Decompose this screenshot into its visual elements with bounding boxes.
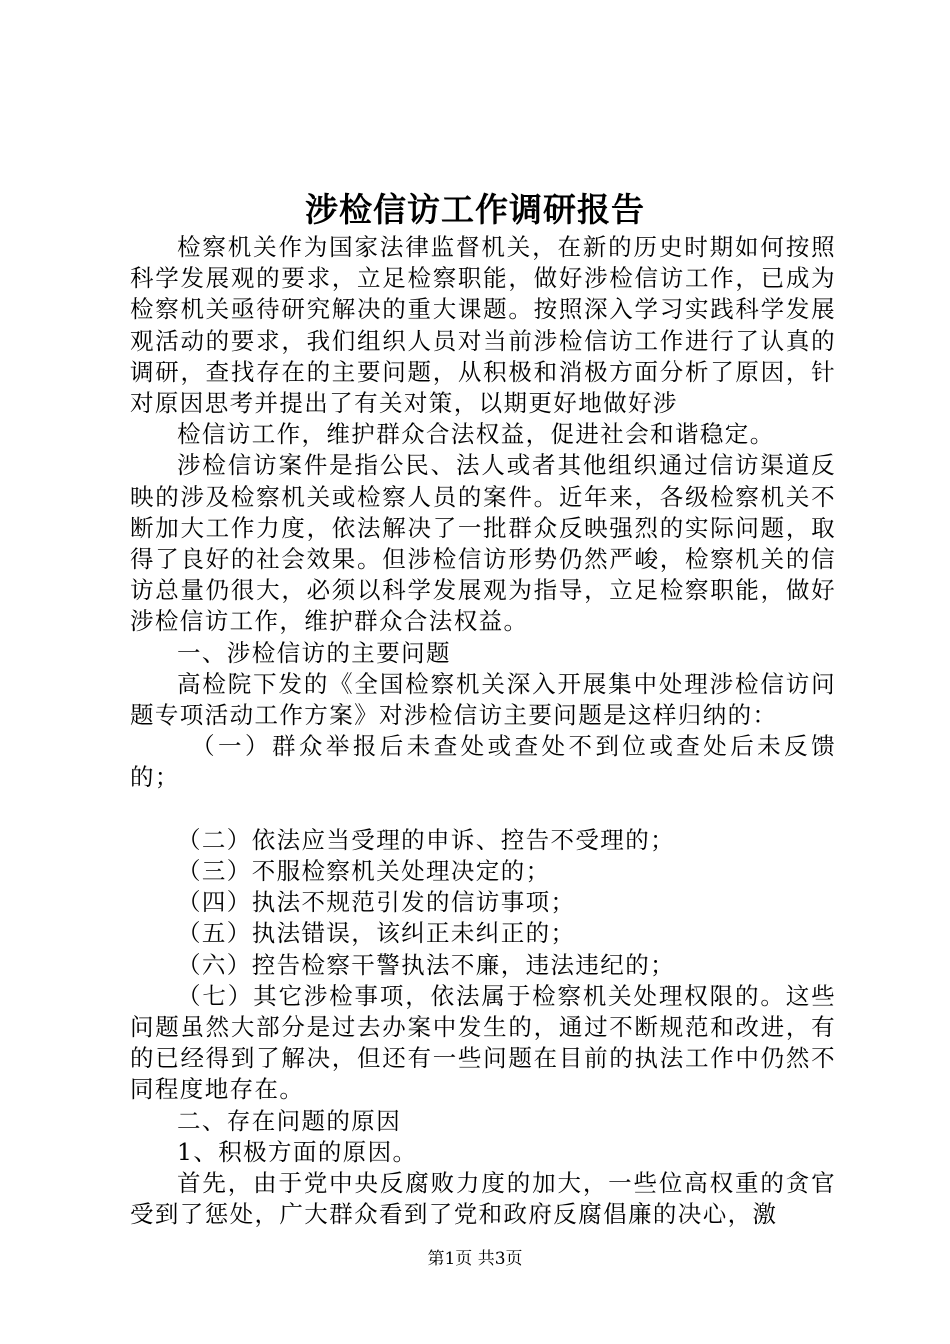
list-item-3: （三）不服检察机关处理决定的；: [177, 857, 551, 886]
paragraph-intro: 检察机关作为国家法律监督机关，在新的历史时期如何按照科学发展观的要求，立足检察职能，做好涉检信访工作，已成为检察机关亟待研究解决的重大课题。按照深入学习实践科学发展观活动的要求，我们组织人员对当前涉检信访工作进行了认真的调研，查找存在的主要问题，从积极和消极方面分析了原因，针对原因思考并提出了有关对策，以期更好地做好涉: [130, 233, 836, 418]
blank-line: [130, 794, 836, 825]
list-item-1: （一）群众举报后未查处或查处不到位或查处后未反馈的；: [130, 732, 836, 792]
paragraph-definition: 涉检信访案件是指公民、法人或者其他组织通过信访渠道反映的涉及检察机关或检察人员的案件。近年来，各级检察机关不断加大工作力度，依法解决了一批群众反映强烈的实际问题，取得了良好的社会效果。但涉检信访形势仍然严峻，检察机关的信访总量仍很大，必须以科学发展观为指导，立足检察职能，做好涉检信访工作，维护群众合法权益。: [130, 451, 836, 636]
list-item-5: （五）执法错误，该纠正未纠正的；: [177, 919, 576, 948]
document-title: 涉检信访工作调研报告: [305, 190, 645, 229]
list-item-7: （七）其它涉检事项，依法属于检察机关处理权限的。这些问题虽然大部分是过去办案中发生的，通过不断规范和改进，有的已经得到了解决，但还有一些问题在目前的执法工作中仍然不同程度地存在。: [130, 981, 836, 1104]
list-item-2: （二）依法应当受理的申诉、控告不受理的；: [177, 825, 675, 854]
subsection-heading-1: 1、积极方面的原因。: [177, 1137, 418, 1166]
paragraph-first-reason: 首先，由于党中央反腐败力度的加大，一些位高权重的贪官受到了惩处，广大群众看到了党和政府反腐倡廉的决心，激: [130, 1169, 836, 1229]
section-heading-1: 一、涉检信访的主要问题: [177, 638, 451, 667]
document-body: [130, 232, 836, 1230]
list-item-6: （六）控告检察干警执法不廉，违法违纪的；: [177, 950, 675, 979]
paragraph-intro-continued: 检信访工作，维护群众合法权益，促进社会和谐稳定。: [177, 420, 775, 449]
list-item-4: （四）执法不规范引发的信访事项；: [177, 888, 576, 917]
paragraph-summary: 高检院下发的《全国检察机关深入开展集中处理涉检信访问题专项活动工作方案》对涉检信访主要问题是这样归纳的：: [130, 669, 836, 730]
page-footer: 第1页 共3页: [427, 1249, 523, 1269]
section-heading-2: 二、存在问题的原因: [177, 1106, 402, 1135]
